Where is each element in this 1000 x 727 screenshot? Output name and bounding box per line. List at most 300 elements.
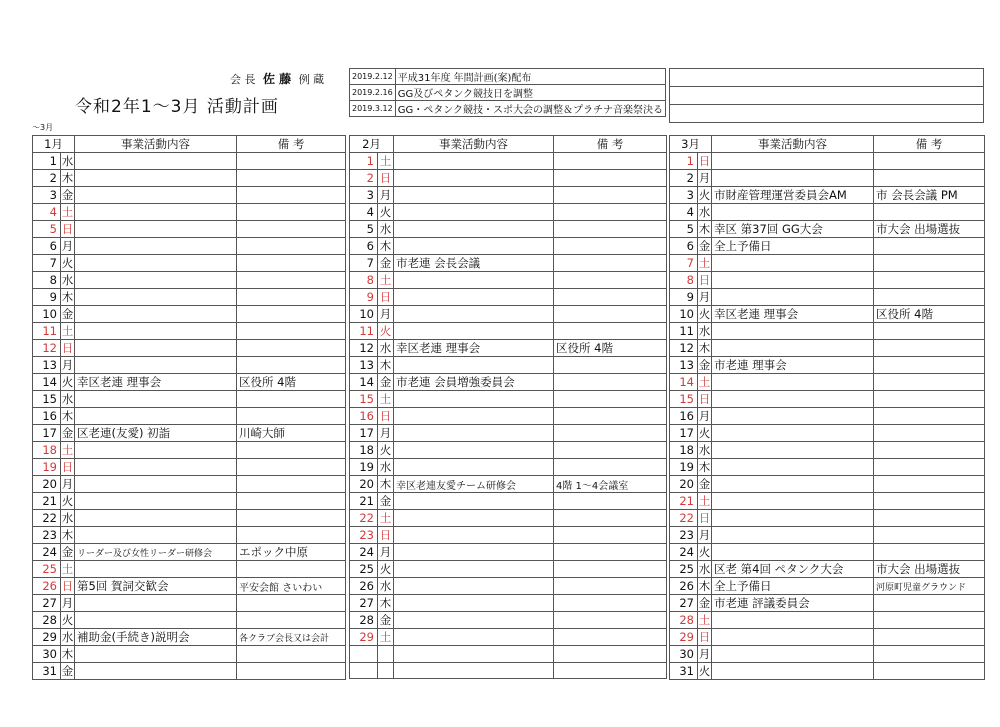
weekday: 木 [698,460,711,474]
day-row [33,561,346,578]
content-header: 事業活動内容 [75,136,237,153]
day-number: 17 [33,425,61,442]
weekday: 木 [378,238,394,255]
weekday: 日 [61,341,74,355]
signature-role: 会 長 [230,73,256,86]
note-row [350,85,666,101]
event-content [75,493,237,510]
day-number: 30 [670,646,698,663]
day-number: 20 [350,476,378,493]
day-number: 21 [33,493,61,510]
weekday: 金 [698,358,711,372]
event-content: 幸区 第37回 GG大会 [712,221,874,238]
event-remarks [874,510,985,527]
event-remarks [874,663,985,680]
event-remarks: 河原町児童グラウンド [874,578,985,595]
event-remarks [237,272,346,289]
day-number: 9 [670,289,698,306]
day-row [350,323,667,340]
event-content: 全上予備日 [712,238,874,255]
event-content [712,408,874,425]
day-row [670,442,985,459]
event-content [712,476,874,493]
remarks-header: 備 考 [237,136,346,153]
weekday: 金 [698,239,711,253]
event-content [75,255,237,272]
event-content: 幸区老連 理事会 [394,340,554,357]
day-row [350,306,667,323]
weekday: 日 [698,392,711,406]
weekday: 土 [698,613,711,627]
event-remarks [237,357,346,374]
day-row [350,391,667,408]
weekday: 火 [698,426,711,440]
event-content: 市老連 会長会議 [394,255,554,272]
day-number: 27 [350,595,378,612]
event-remarks [554,357,667,374]
event-content [75,442,237,459]
day-row [670,493,985,510]
day-number: 13 [33,357,61,374]
event-remarks [554,170,667,187]
signature-title: 例 蔵 [298,73,325,86]
day-number: 14 [670,374,698,391]
event-content [394,204,554,221]
day-row [350,544,667,561]
event-content [394,442,554,459]
day-row [33,612,346,629]
weekday: 水 [378,340,394,357]
content-header: 事業活動内容 [712,136,874,153]
weekday: 火 [698,188,711,202]
day-number: 18 [33,442,61,459]
day-row [670,204,985,221]
event-remarks [874,204,985,221]
weekday: 日 [378,408,394,425]
day-number: 22 [350,510,378,527]
event-remarks: エポック中原 [237,544,346,561]
weekday: 月 [378,187,394,204]
event-content [712,323,874,340]
day-number: 7 [670,255,698,272]
day-number: 5 [350,221,378,238]
weekday: 水 [61,154,74,168]
event-content [712,153,874,170]
blank-notes [669,68,984,123]
event-remarks [554,306,667,323]
event-remarks [237,255,346,272]
event-remarks [554,323,667,340]
event-content [394,170,554,187]
weekday: 月 [698,528,711,542]
event-remarks: 区役所 4階 [237,374,346,391]
day-row [350,646,667,663]
blank-note-cell [670,105,984,123]
event-remarks [237,340,346,357]
day-number: 2 [33,170,61,187]
event-content [75,153,237,170]
day-row [670,374,985,391]
day-number: 23 [350,527,378,544]
day-row [33,306,346,323]
day-number: 24 [670,544,698,561]
weekday: 火 [698,664,711,678]
event-content [394,289,554,306]
day-row [33,391,346,408]
day-row [33,646,346,663]
weekday [378,646,394,663]
event-remarks [237,306,346,323]
day-number: 18 [350,442,378,459]
day-number: 1 [33,153,61,170]
day-row [670,561,985,578]
event-content [394,323,554,340]
header-row [670,136,985,153]
day-row [350,561,667,578]
day-row [670,595,985,612]
weekday: 月 [378,306,394,323]
day-number: 27 [33,595,61,612]
event-remarks: 各クラブ会長又は会計 [237,629,346,646]
event-remarks [554,153,667,170]
event-content [394,527,554,544]
calendar-february [349,135,667,679]
event-content: 区老連(友愛) 初詣 [75,425,237,442]
weekday: 土 [698,375,711,389]
weekday: 月 [61,596,74,610]
event-remarks [874,340,985,357]
weekday: 木 [698,579,711,593]
day-row [350,442,667,459]
day-number: 10 [670,306,698,323]
event-content [394,459,554,476]
day-row [670,289,985,306]
day-number: 12 [670,340,698,357]
day-number: 11 [33,323,61,340]
weekday: 土 [378,629,394,646]
event-content [75,323,237,340]
day-number: 7 [33,255,61,272]
month-label: 1月 [33,136,75,153]
event-remarks: 市 会長会議 PM [874,187,985,204]
weekday: 日 [698,630,711,644]
weekday: 土 [698,256,711,270]
weekday: 土 [378,272,394,289]
day-row [33,204,346,221]
day-row [670,459,985,476]
note-text: 平成31年度 年間計画(案)配布 [395,69,665,85]
event-remarks [554,374,667,391]
day-row [350,476,667,493]
day-row [33,544,346,561]
event-content [712,272,874,289]
event-content: 区老 第4回 ペタンク大会 [712,561,874,578]
day-row [350,374,667,391]
day-number: 18 [670,442,698,459]
day-number: 16 [670,408,698,425]
event-remarks: 川崎大師 [237,425,346,442]
day-number: 25 [350,561,378,578]
day-number: 15 [33,391,61,408]
event-remarks [554,561,667,578]
event-remarks [554,527,667,544]
event-content [394,561,554,578]
day-number: 4 [350,204,378,221]
event-content: 市財産管理運営委員会AM [712,187,874,204]
event-remarks [237,221,346,238]
page-title: 令和2年1～3月 活動計画 [75,97,279,117]
event-content: 市老連 理事会 [712,357,874,374]
event-remarks [237,289,346,306]
event-remarks [554,221,667,238]
day-number: 31 [33,663,61,680]
blank-note-cell [670,87,984,105]
event-content: 補助金(手続き)説明会 [75,629,237,646]
weekday: 木 [61,647,74,661]
event-remarks: 市大会 出場選抜 [874,561,985,578]
weekday: 土 [378,510,394,527]
event-content [75,561,237,578]
weekday: 金 [378,493,394,510]
day-number: 22 [670,510,698,527]
event-content: 幸区老連 理事会 [712,306,874,323]
day-row [670,629,985,646]
event-content [712,442,874,459]
event-remarks [874,459,985,476]
weekday: 月 [61,358,74,372]
day-row [33,221,346,238]
blank-note-cell [670,69,984,87]
weekday: 日 [61,222,74,236]
event-remarks [874,408,985,425]
event-remarks: 平安会館 さいわい [237,578,346,595]
month-label: 3月 [670,136,712,153]
month-label: 2月 [350,136,394,153]
day-number: 5 [670,221,698,238]
event-content [75,476,237,493]
event-content [394,662,554,679]
event-remarks [554,493,667,510]
event-content [712,425,874,442]
event-remarks [237,391,346,408]
weekday: 火 [698,307,711,321]
event-content: リーダー及び女性リーダー研修会 [75,544,237,561]
day-row [670,340,985,357]
event-remarks [874,425,985,442]
day-number: 14 [350,374,378,391]
event-content [75,170,237,187]
day-number: 26 [33,578,61,595]
signature-name: 佐 藤 [263,72,292,86]
weekday: 火 [378,323,394,340]
event-content [75,204,237,221]
day-row [350,510,667,527]
event-content [712,340,874,357]
day-row [33,578,346,595]
day-row [670,408,985,425]
day-row [350,527,667,544]
event-remarks [554,578,667,595]
weekday: 日 [378,289,394,306]
day-row [33,187,346,204]
weekday: 木 [378,357,394,374]
day-number: 3 [33,187,61,204]
weekday: 金 [378,612,394,629]
day-number: 17 [350,425,378,442]
weekday: 水 [61,273,74,287]
weekday: 日 [698,154,711,168]
weekday: 火 [61,375,74,389]
day-number: 29 [33,629,61,646]
event-content [394,595,554,612]
event-remarks [237,493,346,510]
day-number: 25 [33,561,61,578]
day-number: 8 [350,272,378,289]
day-number [350,646,378,663]
event-content [712,255,874,272]
event-remarks [874,493,985,510]
event-remarks [237,408,346,425]
event-remarks [554,595,667,612]
weekday: 水 [61,392,74,406]
event-content [712,204,874,221]
day-row [350,238,667,255]
day-number: 20 [33,476,61,493]
day-number: 14 [33,374,61,391]
event-content [394,578,554,595]
event-content [75,391,237,408]
event-content: 幸区老連友愛チーム研修会 [394,476,554,493]
weekday: 水 [378,221,394,238]
day-number: 19 [670,459,698,476]
day-number: 26 [350,578,378,595]
event-content [712,289,874,306]
event-content [712,374,874,391]
day-number: 15 [670,391,698,408]
day-row [33,493,346,510]
day-number: 19 [33,459,61,476]
weekday: 木 [698,341,711,355]
day-number: 7 [350,255,378,272]
event-content [75,340,237,357]
event-remarks [237,442,346,459]
event-content [712,170,874,187]
day-row [33,527,346,544]
event-remarks [874,646,985,663]
event-remarks [237,663,346,680]
event-content [75,306,237,323]
day-number: 8 [33,272,61,289]
weekday: 土 [378,153,394,170]
event-content: 市老連 評議委員会 [712,595,874,612]
remarks-header: 備 考 [554,136,667,153]
day-number: 21 [670,493,698,510]
day-row [33,289,346,306]
weekday: 火 [698,545,711,559]
day-number: 24 [350,544,378,561]
event-remarks: 区役所 4階 [874,306,985,323]
weekday: 火 [378,442,394,459]
day-row [33,170,346,187]
weekday: 月 [61,477,74,491]
event-content [394,357,554,374]
weekday: 火 [61,613,74,627]
weekday: 金 [698,477,711,491]
day-row [33,238,346,255]
event-content [712,493,874,510]
event-content [712,544,874,561]
day-number: 12 [33,340,61,357]
day-row [670,187,985,204]
event-content [394,544,554,561]
event-remarks [237,646,346,663]
event-remarks [237,187,346,204]
day-row [350,340,667,357]
day-row [670,357,985,374]
day-number: 6 [670,238,698,255]
event-remarks [237,153,346,170]
weekday: 日 [61,460,74,474]
day-row [33,255,346,272]
event-content [394,408,554,425]
day-number: 6 [350,238,378,255]
event-content [394,425,554,442]
day-row [670,272,985,289]
event-content [75,459,237,476]
event-content [712,391,874,408]
event-remarks [874,323,985,340]
event-remarks [874,272,985,289]
weekday: 火 [378,204,394,221]
day-row [350,595,667,612]
event-content [75,272,237,289]
event-content [712,510,874,527]
event-remarks [237,170,346,187]
weekday: 月 [378,425,394,442]
event-content [394,493,554,510]
day-number: 28 [350,612,378,629]
day-row [670,527,985,544]
day-number: 24 [33,544,61,561]
weekday: 木 [378,476,394,493]
weekday: 月 [698,171,711,185]
weekday: 土 [61,562,74,576]
event-content [394,510,554,527]
day-number: 13 [670,357,698,374]
day-number: 5 [33,221,61,238]
day-row [350,459,667,476]
event-remarks [237,510,346,527]
day-number: 11 [350,323,378,340]
note-row [350,69,666,85]
event-remarks [237,204,346,221]
day-number: 4 [33,204,61,221]
event-content: 全上予備日 [712,578,874,595]
event-remarks [554,255,667,272]
event-content [75,663,237,680]
weekday: 水 [698,324,711,338]
event-remarks [554,289,667,306]
day-number: 29 [350,629,378,646]
weekday [378,662,394,679]
event-content [712,459,874,476]
day-number: 21 [350,493,378,510]
weekday: 水 [698,562,711,576]
weekday: 金 [61,545,74,559]
event-remarks [554,408,667,425]
event-remarks [874,289,985,306]
day-row [33,510,346,527]
